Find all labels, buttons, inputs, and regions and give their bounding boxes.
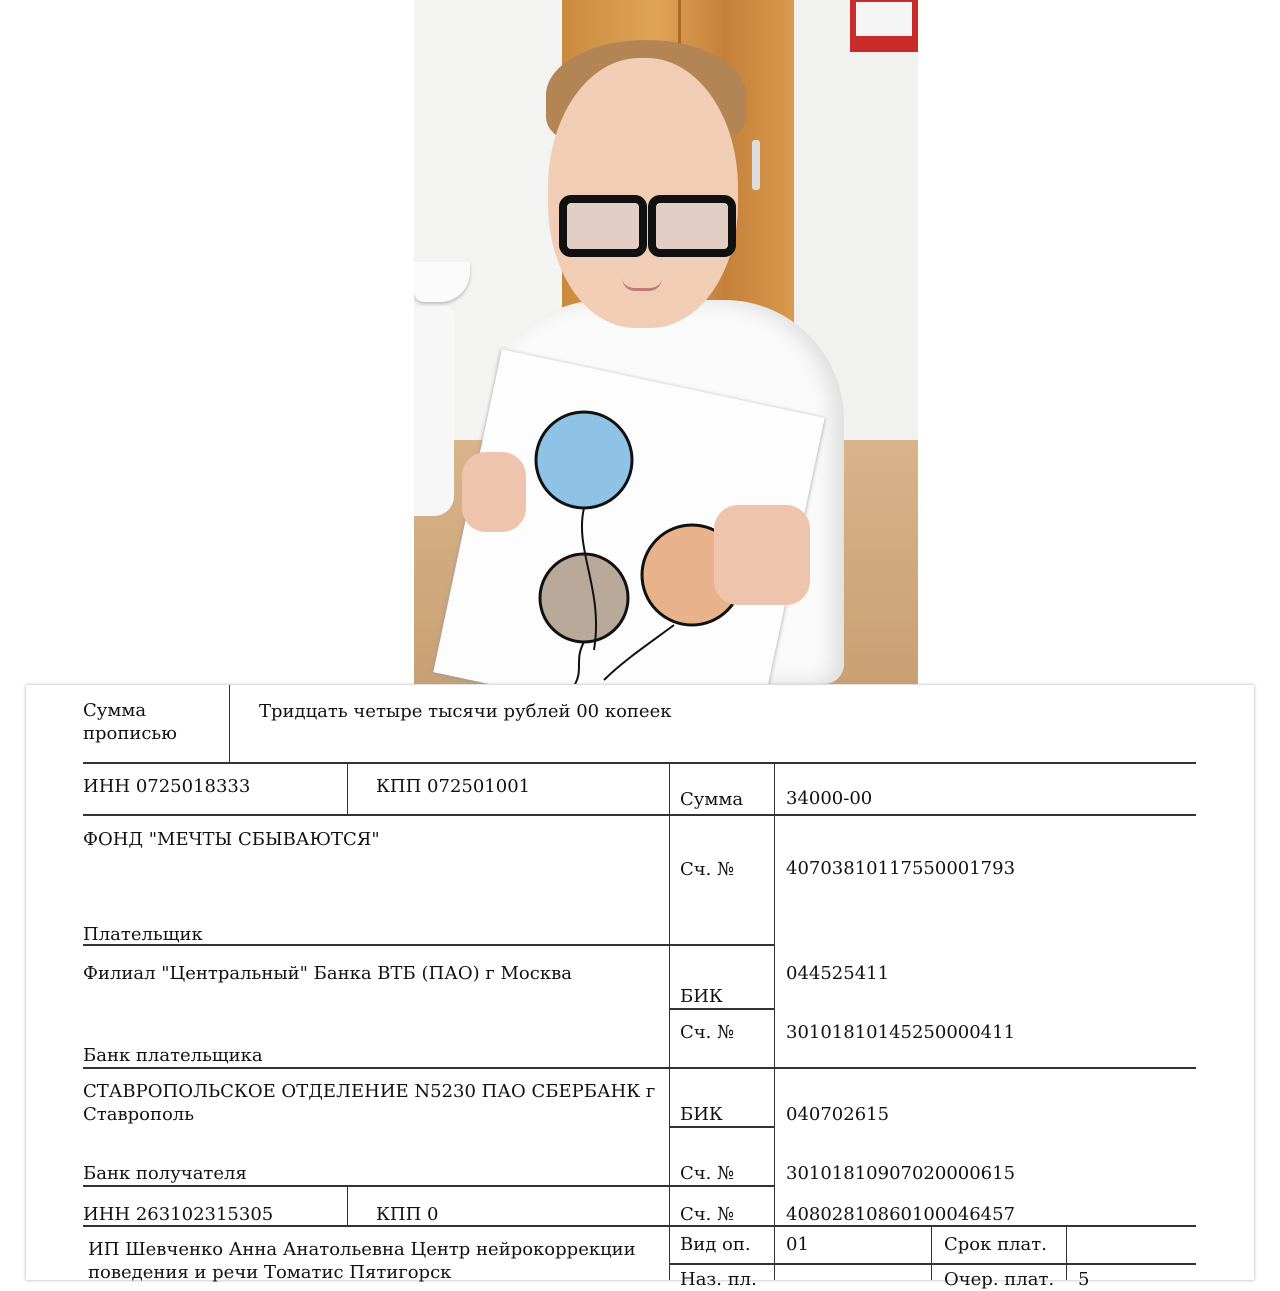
recipient-bank-corr-value: 30101810907020000615: [786, 1163, 1016, 1184]
divider: [83, 1067, 1196, 1069]
payer-kpp: КПП 072501001: [376, 776, 531, 797]
recipient-account-label: Сч. №: [680, 1204, 735, 1225]
divider: [347, 763, 348, 815]
sink-pedestal: [414, 306, 454, 516]
grey-balloon: [540, 554, 628, 642]
recipient-bank-bik-value: 040702615: [786, 1104, 890, 1125]
divider: [669, 1008, 774, 1010]
recipient-kpp: КПП 0: [376, 1204, 439, 1225]
glasses-left-lens: [559, 195, 647, 257]
recipient-account-value: 40802810860100046457: [786, 1204, 1016, 1225]
recipient-inn: ИНН 263102315305: [83, 1204, 274, 1225]
payer-bank-name: Филиал "Центральный" Банка ВТБ (ПАО) г Москва: [83, 963, 572, 984]
divider: [83, 762, 1196, 764]
right-hand: [714, 505, 810, 605]
recipient-name: ИП Шевченко Анна Анатольевна Центр нейрокоррекции поведения и речи Томатис Пятигорск: [88, 1239, 636, 1283]
payer-account-value: 40703810117550001793: [786, 858, 1016, 879]
divider: [669, 763, 670, 1280]
divider: [669, 1126, 774, 1128]
door-handle: [752, 140, 760, 190]
balloon-string: [574, 642, 584, 684]
payer-bank-bik-value: 044525411: [786, 963, 890, 984]
pay-term-label: Срок плат.: [944, 1234, 1047, 1255]
payer-name: ФОНД "МЕЧТЫ СБЫВАЮТСЯ": [83, 829, 380, 850]
divider: [1066, 1225, 1067, 1280]
order-value: 5: [1078, 1269, 1090, 1290]
purpose-code-label: Наз. пл.: [680, 1269, 757, 1290]
payer-account-label: Сч. №: [680, 859, 735, 880]
wall-poster-picture: [856, 2, 912, 36]
recipient-bank-bik-label: БИК: [680, 1104, 723, 1125]
glasses-right-lens: [648, 195, 736, 257]
divider: [229, 685, 230, 763]
recipient-bank-label: Банк получателя: [83, 1163, 247, 1184]
op-type-value: 01: [786, 1234, 809, 1255]
divider: [83, 1185, 774, 1187]
divider: [774, 763, 775, 1280]
payer-bank-bik-label: БИК: [680, 986, 723, 1007]
amount-words-value: Тридцать четыре тысячи рублей 00 копеек: [259, 701, 672, 722]
payer-bank-corr-value: 30101810145250000411: [786, 1022, 1016, 1043]
order-label: Очер. плат.: [944, 1269, 1055, 1290]
amount-label: Сумма: [680, 789, 744, 810]
child-photo: [414, 0, 918, 684]
payer-bank-label: Банк плательщика: [83, 1045, 263, 1066]
payer-bank-corr-label: Сч. №: [680, 1022, 735, 1043]
recipient-bank-name: СТАВРОПОЛЬСКОЕ ОТДЕЛЕНИЕ N5230 ПАО СБЕРБАНК г Ставрополь: [83, 1081, 656, 1125]
divider: [83, 814, 1196, 816]
amount-words-label: Сумма прописью: [83, 700, 177, 744]
blue-balloon: [536, 412, 632, 508]
payment-order-form: [26, 685, 1254, 1290]
balloon-string: [604, 625, 674, 680]
op-type-label: Вид оп.: [680, 1234, 751, 1255]
divider: [347, 1185, 348, 1227]
divider: [931, 1225, 932, 1280]
divider: [669, 1263, 1196, 1265]
left-hand: [462, 452, 526, 532]
amount-value: 34000-00: [786, 788, 873, 809]
recipient-bank-corr-label: Сч. №: [680, 1163, 735, 1184]
payer-inn: ИНН 0725018333: [83, 776, 251, 797]
payer-label: Плательщик: [83, 924, 203, 945]
